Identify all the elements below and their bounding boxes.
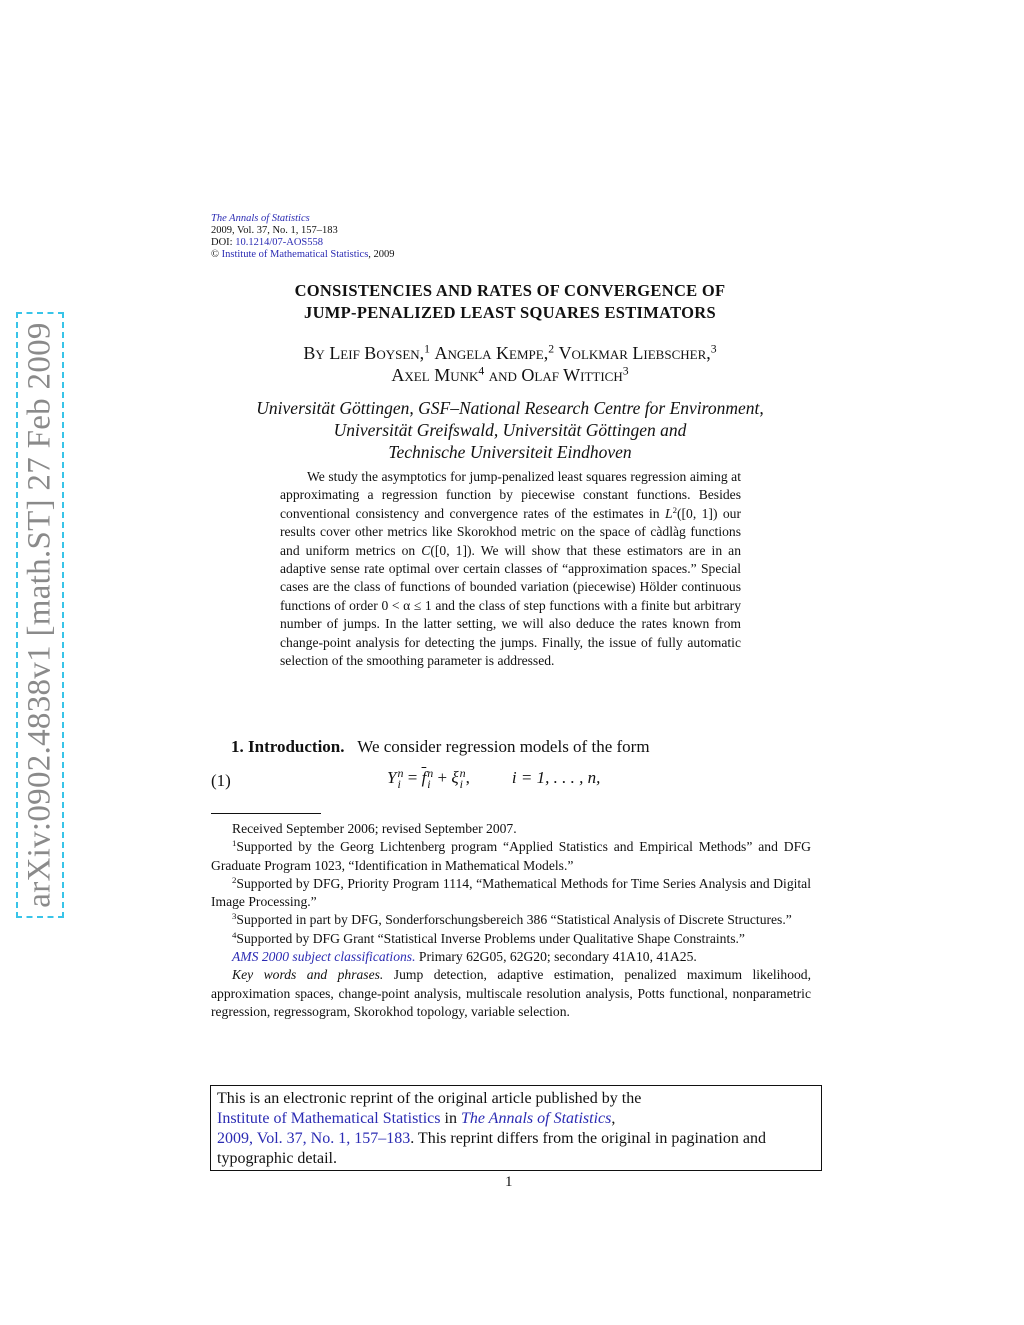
reprint-line-1: This is an electronic reprint of the original article published by the <box>217 1090 642 1107</box>
equation-number: (1) <box>211 771 231 790</box>
math-C: C <box>421 542 431 558</box>
footnote-text: Supported by DFG Grant “Statistical Inverse Problems under Qualitative Shape Constraints.” <box>236 930 745 946</box>
eq-index: i = 1, . . . , n, <box>511 768 601 787</box>
affiliation-line-3: Technische Universiteit Eindhoven <box>388 442 632 462</box>
ams-classification <box>211 948 811 966</box>
copyright-year: , 2009 <box>368 249 395 260</box>
by-label: By <box>303 343 325 363</box>
keywords-label: Key words and phrases. <box>232 967 384 983</box>
author-wittich: Olaf Wittich <box>521 365 623 385</box>
intro-text: We consider regression models of the form <box>357 737 650 756</box>
affiliations <box>200 397 820 463</box>
arxiv-identifier: arXiv:0902.4838v1 [math.ST] 27 Feb 2009 <box>21 322 58 908</box>
paper-title <box>200 280 820 324</box>
math-L-arg: ([0, 1]) <box>676 505 718 521</box>
title-line-1: CONSISTENCIES AND RATES OF CONVERGENCE OF <box>294 281 726 300</box>
copyright-symbol: © <box>211 249 219 260</box>
reprint-in: in <box>440 1110 461 1127</box>
eq-Y-sub: i <box>397 777 401 792</box>
section-heading: 1. Introduction. <box>231 737 345 756</box>
footnote-1 <box>211 838 811 875</box>
reprint-publisher-link[interactable]: Institute of Mathematical Statistics <box>217 1110 441 1127</box>
eq-f: $\overline{f}$ <box>421 768 427 787</box>
footnote-mark: 4 <box>232 929 237 940</box>
math-L: L <box>665 505 673 521</box>
doi-label: DOI: <box>211 237 236 248</box>
equation <box>387 768 600 790</box>
journal-name-link[interactable]: The Annals of Statistics <box>211 213 310 224</box>
reprint-notice <box>210 1085 822 1171</box>
eq-comma: , <box>465 768 470 787</box>
abstract <box>280 468 741 670</box>
keywords <box>211 966 811 1021</box>
author-munk: Axel Munk <box>391 365 479 385</box>
journal-volume: 2009, Vol. 37, No. 1, 157–183 <box>211 225 338 236</box>
keywords-text: Jump detection, adaptive estimation, penalized maximum likelihood, approximation spaces, change-point analysis, multiscale resolution analysis, Potts functional, nonparametric regression, regressogram, Skorokhod topology, variable selection. <box>211 967 811 1019</box>
footnote-mark: 2 <box>232 875 237 886</box>
reprint-citation-link[interactable]: 2009, Vol. 37, No. 1, 157–183 <box>217 1130 411 1147</box>
author-list <box>200 342 820 386</box>
author-mark: 4 <box>478 364 485 378</box>
received-note: Received September 2006; revised September 2007. <box>232 821 517 836</box>
reprint-rest: . This reprint differs from the original in pagination and typographic detail. <box>217 1130 766 1167</box>
eq-equals: = <box>403 768 422 787</box>
reprint-comma: , <box>611 1110 616 1127</box>
title-line-2: JUMP-PENALIZED LEAST SQUARES ESTIMATORS <box>304 303 716 322</box>
author-mark: 3 <box>622 364 629 378</box>
ams-link[interactable]: AMS 2000 subject classifications. <box>232 949 416 965</box>
publisher-link[interactable]: Institute of Mathematical Statistics <box>221 249 369 260</box>
reprint-journal-link[interactable]: The Annals of Statistics <box>460 1110 612 1127</box>
intro-line <box>231 737 650 757</box>
eq-f-sup: n <box>427 766 434 781</box>
footnote-text: Supported in part by DFG, Sonderforschungsbereich 386 “Statistical Analysis of Discrete Structures.” <box>236 912 792 928</box>
arxiv-stamp <box>16 312 64 918</box>
math-C-arg: ([0, 1]) <box>430 542 472 558</box>
eq-Y-sup: n <box>397 766 404 781</box>
footnote-2 <box>211 875 811 912</box>
footnote-text: Supported by DFG, Priority Program 1114, “Mathematical Methods for Time Series Analysis and Digital Image Processing.” <box>211 875 811 910</box>
ams-text: Primary 62G05, 62G20; secondary 41A10, 41A25. <box>415 949 697 965</box>
eq-f-sub: i <box>427 777 431 792</box>
author-liebscher: Volkmar Liebscher, <box>558 343 711 363</box>
footnote-text: Supported by the Georg Lichtenberg program “Applied Statistics and Empirical Methods” and DFG Graduate Program 1023, “Identification in Mathematical Models.” <box>211 839 811 873</box>
footnotes <box>211 820 811 1021</box>
abstract-text-1: We study the asymptotics for jump-penalized least squares regression aiming at approximating a regression function by piecewise constant functions. Besides conventional consistency and convergence rates of the estimates in <box>280 469 741 521</box>
footnote-mark: 1 <box>232 838 237 849</box>
doi-link[interactable]: 10.1214/07-AOS558 <box>235 237 324 248</box>
journal-info <box>211 213 395 261</box>
eq-xi-sup: n <box>459 766 466 781</box>
abstract-text-2: our results cover other metrics like Skorokhod metric on the space of càdlàg functions and uniform metrics on <box>280 505 741 558</box>
eq-xi-sub: i <box>459 777 464 792</box>
and-label: and <box>488 365 517 385</box>
author-kempe: Angela Kempe, <box>434 343 549 363</box>
abstract-text-3: . We will show that these estimators are in an adaptive sense rate optimal over certain classes of “approximation spaces.” Special cases are the class of functions of bounded variation (piecewise) Hölder continuous functions of order <box>280 542 742 613</box>
footnote-4 <box>211 930 811 948</box>
footnote-3 <box>211 911 811 929</box>
author-mark: 1 <box>424 342 430 356</box>
math-alpha-condition: 0 < α ≤ 1 <box>381 597 432 613</box>
eq-xi: ξ <box>451 768 459 787</box>
affiliation-line-1: Universität Göttingen, GSF–National Research Centre for Environment, <box>256 398 764 418</box>
affiliation-line-2: Universität Greifswald, Universität Göttingen and <box>333 420 687 440</box>
page-number: 1 <box>505 1174 513 1190</box>
author-mark: 3 <box>710 342 717 356</box>
abstract-text-4: and the class of step functions with a finite but arbitrary number of jumps. In the latter setting, we will also deduce the rates known from change-point analysis for detecting the jumps. Finally, the issue of fully automatic selection of the smoothing parameter is addressed. <box>280 597 741 669</box>
eq-plus: + <box>433 768 452 787</box>
eq-Y: Y <box>387 768 397 787</box>
footnote-mark: 3 <box>232 911 237 922</box>
math-L-exponent: 2 <box>672 504 677 515</box>
author-boysen: Leif Boysen, <box>329 343 425 363</box>
author-mark: 2 <box>548 342 555 356</box>
footnote-rule <box>211 813 321 814</box>
